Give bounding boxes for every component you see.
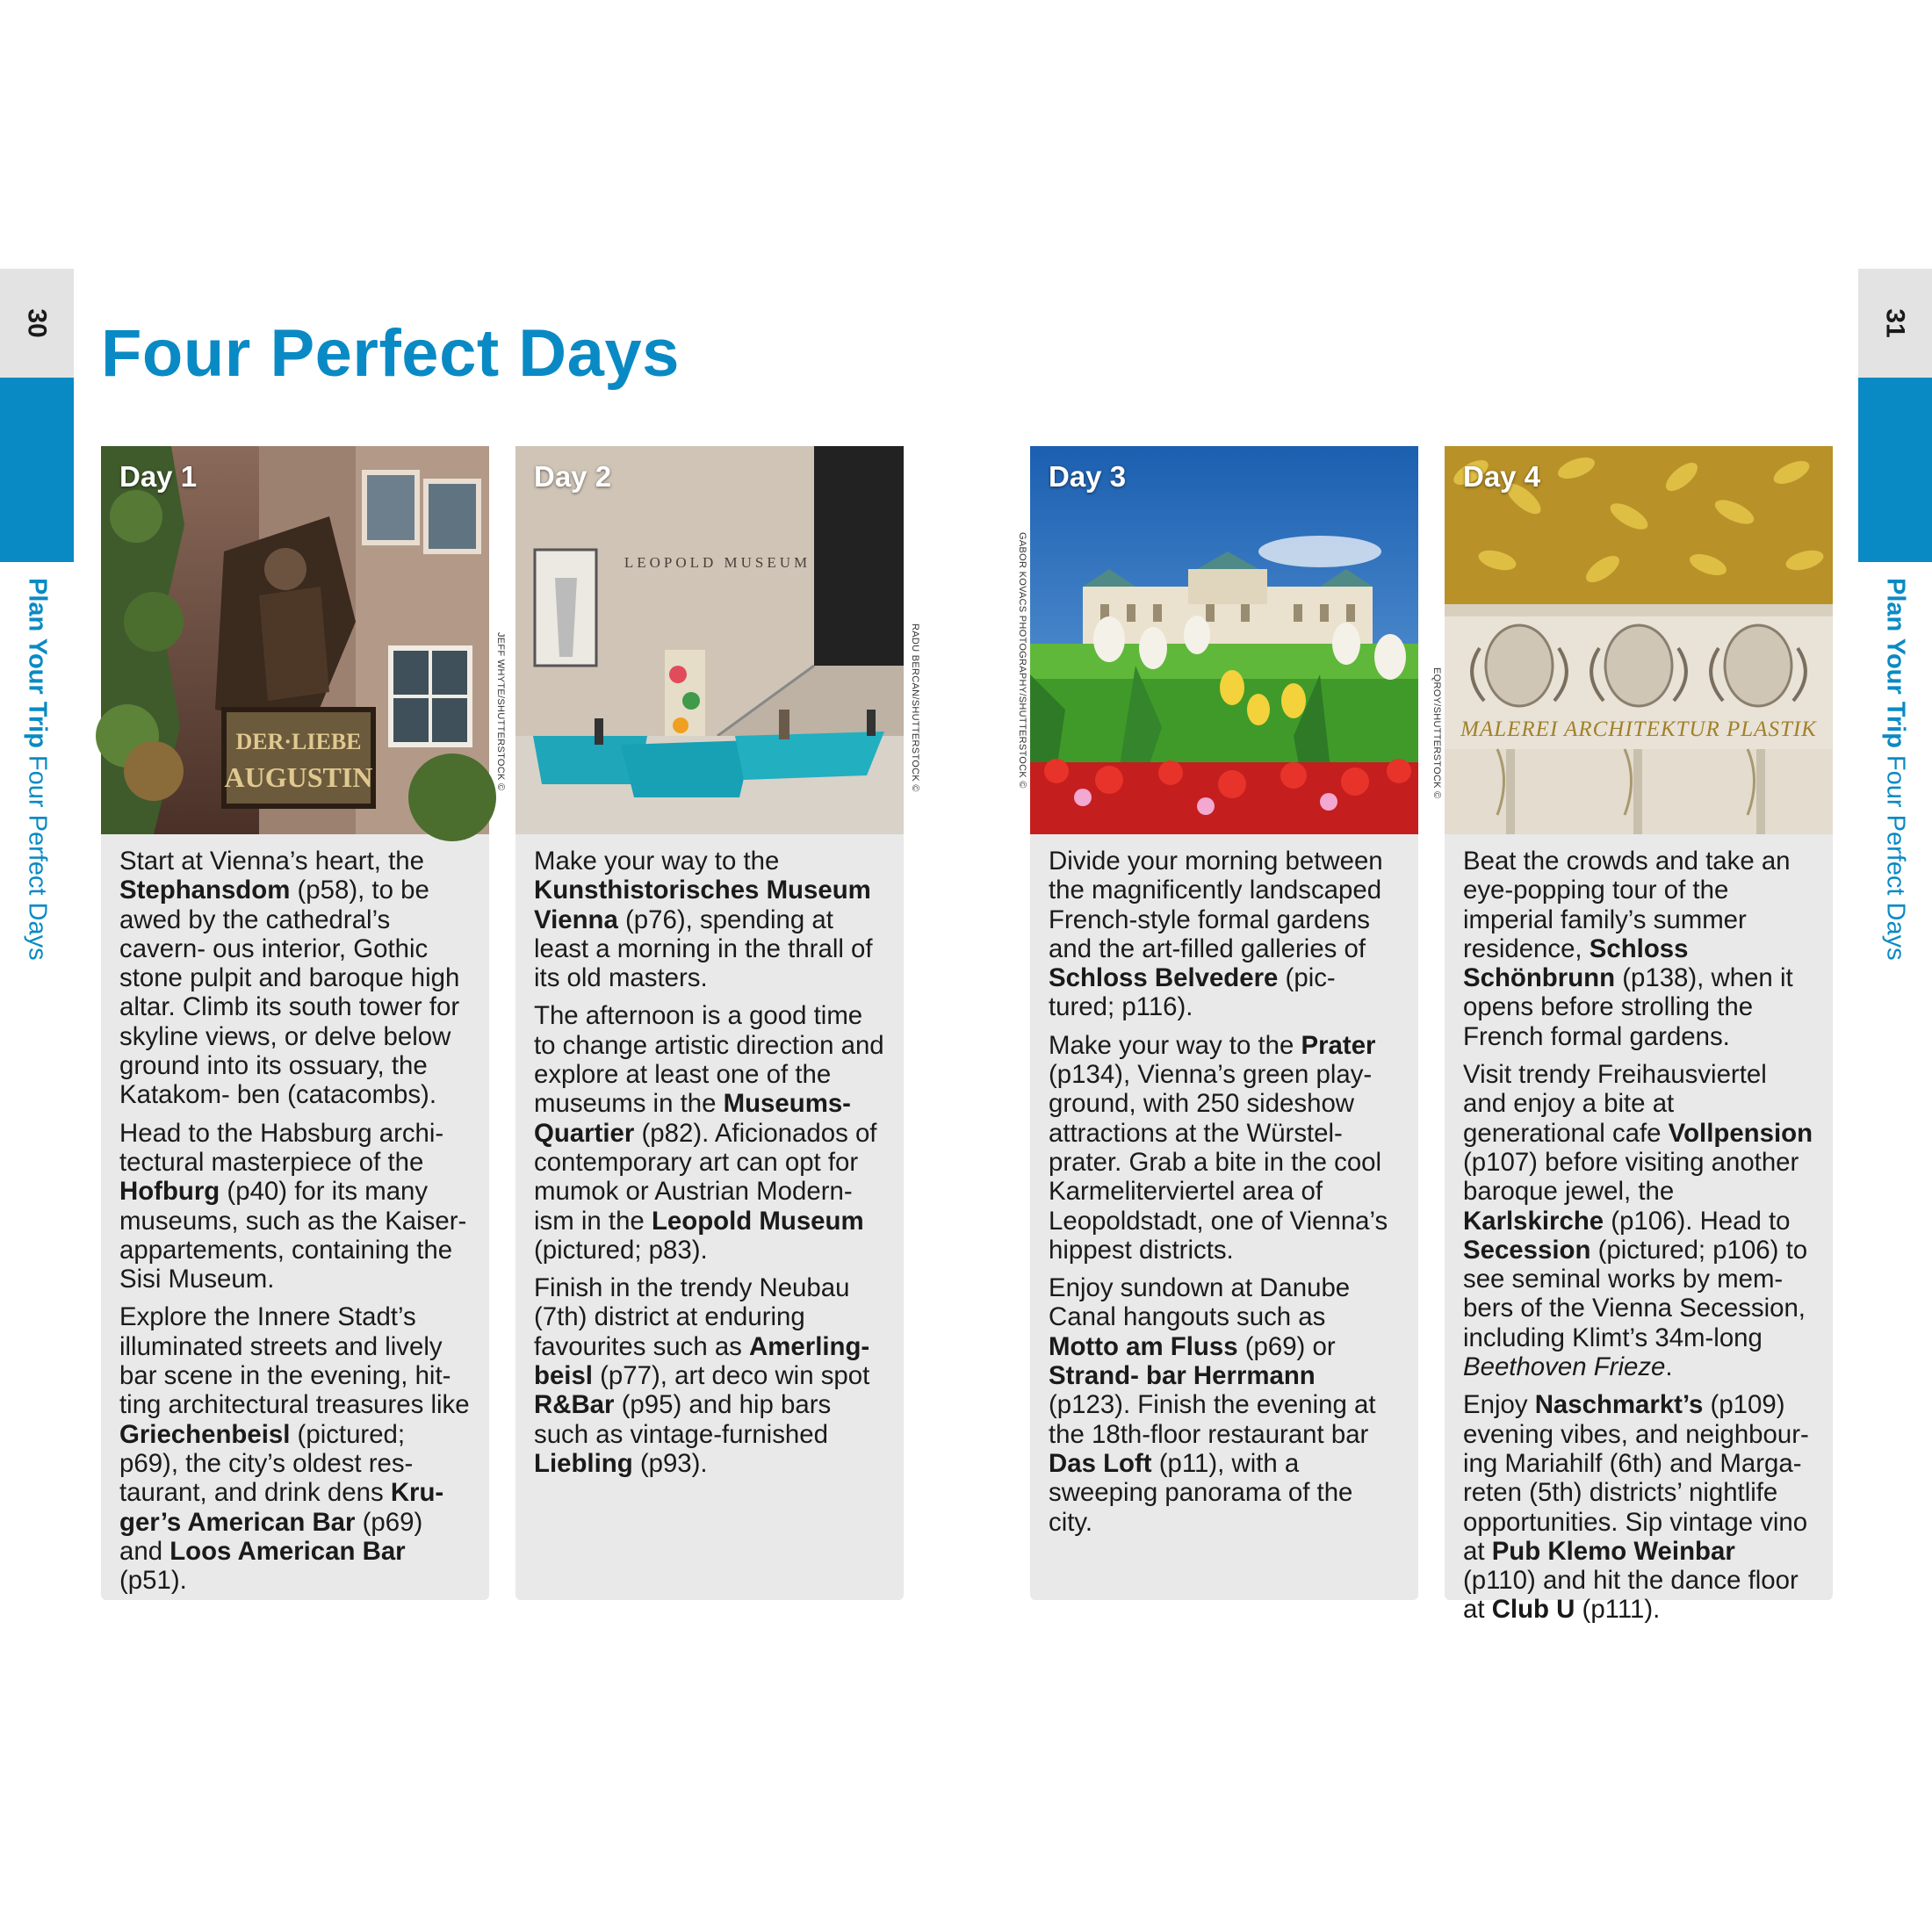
chapter-name-left: Four Perfect Days	[23, 754, 52, 961]
day-card-4	[1445, 446, 1833, 1625]
day-3-photo-credit: GABOR KOVACS PHOTOGRAPHY/SHUTTERSTOCK ©	[1017, 532, 1027, 789]
day-3-paragraph-2: Make your way to the Prater (p134), Vienna’s green play- ground, with 250 sideshow attractions at the Würstel- prater. Grab a bite in the cool Karmeliterviertel area of Leopoldstadt, one of Vienna’s hippest districts.	[1049, 1030, 1388, 1265]
chapter-name-right: Four Perfect Days	[1881, 754, 1910, 961]
day-3-photo	[1030, 446, 1418, 834]
day-card-2	[515, 446, 904, 1600]
day-1-paragraph-1: Start at Vienna’s heart, the Stephansdom (p58), to be awed by the cathedral’s cavern- ous interior, Gothic stone pulpit and baroque high altar. Climb its south tower for skyline views, or delve below ground into its ossuary, the Katakom- ben (catacombs).	[119, 847, 460, 1110]
page-title: Four Perfect Days	[101, 316, 680, 391]
day-1-photo	[101, 446, 489, 834]
day-2-photo	[515, 446, 904, 834]
page-number-box-left	[0, 269, 74, 378]
day-3-text	[1030, 834, 1418, 1537]
day-2-label: Day 2	[534, 460, 612, 493]
day-2-photo-credit: RADU BERCAN/SHUTTERSTOCK ©	[910, 624, 920, 792]
day-4-photo-credit: EQROY/SHUTTERSTOCK ©	[1431, 667, 1442, 799]
tab-color-bar-left	[0, 378, 74, 562]
page-number-right: 31	[1881, 308, 1910, 338]
day-4-text	[1445, 834, 1833, 1625]
secession-motto: MALEREI ARCHITEKTUR PLASTIK	[1460, 717, 1817, 741]
day-1-photo-credit: JEFF WHYTE/SHUTTERSTOCK ©	[495, 632, 506, 791]
section-label-left	[23, 578, 52, 961]
page-number-box-right	[1858, 269, 1932, 378]
day-3-paragraph-3: Enjoy sundown at Danube Canal hangouts such as Motto am Fluss (p69) or Strand- bar Herrmann (p123). Finish the evening at the 18th-floor restaurant bar Das Loft (p11), with a sweeping panorama of the city.	[1049, 1273, 1376, 1537]
augustin-sign-line2: AUGUSTIN	[224, 761, 373, 793]
section-label-right	[1881, 578, 1910, 961]
leopold-museum-image	[515, 446, 904, 834]
day-card-1	[101, 446, 489, 1600]
day-2-paragraph-1: Make your way to the Kunsthistorisches Museum Vienna (p76), spending at least a morning in the thrall of its old masters.	[534, 847, 873, 993]
day-card-3	[1030, 446, 1418, 1600]
day-3-label: Day 3	[1049, 460, 1127, 493]
day-4-label: Day 4	[1463, 460, 1541, 493]
day-1-text	[101, 834, 489, 1595]
tab-color-bar-right	[1858, 378, 1932, 562]
griechenbeisl-image	[101, 446, 489, 834]
day-3-paragraph-1: Divide your morning between the magnificently landscaped French-style formal gardens and the art-filled galleries of Schloss Belvedere (pic- tured; p116).	[1049, 847, 1383, 1022]
day-1-paragraph-3: Explore the Innere Stadt’s illuminated streets and lively bar scene in the evening, hit- ting architectural treasures like Griechenbeisl (pictured; p69), the city’s oldest res- taurant, and drink dens Kru- ger’s American Bar (p69) and Loos American Bar (p51).	[119, 1302, 470, 1596]
day-1-paragraph-2: Head to the Habsburg archi- tectural masterpiece of the Hofburg (p40) for its many museums, such as the Kaiser- appartements, containing the Sisi Museum.	[119, 1118, 467, 1294]
day-2-paragraph-2: The afternoon is a good time to change artistic direction and explore at least one of the museums in the Museums- Quartier (p82). Aficionados of contemporary art can opt for mumok or Austrian Modern- ism in the Leopold Museum (pictured; p83).	[534, 1001, 884, 1265]
left-side-tab	[0, 269, 74, 1147]
day-2-paragraph-3: Finish in the trendy Neubau (7th) district at enduring favourites such as Amerling- beisl (p77), art deco win spot R&Bar (p95) and hip bars such as vintage-furnished Liebling (p93).	[534, 1273, 870, 1478]
section-name-right: Plan Your Trip	[1881, 578, 1910, 748]
belvedere-image	[1030, 446, 1418, 834]
day-2-text	[515, 834, 904, 1478]
augustin-sign-line1: DER·LIEBE	[235, 729, 362, 754]
secession-image	[1445, 446, 1833, 834]
day-4-photo	[1445, 446, 1833, 834]
section-name-left: Plan Your Trip	[23, 578, 52, 748]
day-1-label: Day 1	[119, 460, 198, 493]
day-4-paragraph-1: Beat the crowds and take an eye-popping tour of the imperial family’s summer residence, Schloss Schönbrunn (p138), when it opens before strolling the French formal gardens.	[1463, 847, 1793, 1051]
day-4-paragraph-2: Visit trendy Freihausviertel and enjoy a bite at generational cafe Vollpension (p107) before visiting another baroque jewel, the Karlskirche (p106). Head to Secession (pictured; p106) to see seminal works by mem- bers of the Vienna Secession, including Klimt’s 34m-long Beethoven Frieze.	[1463, 1060, 1813, 1382]
museum-sign: LEOPOLD MUSEUM	[624, 554, 811, 571]
right-side-tab	[1858, 269, 1932, 1147]
day-4-paragraph-3: Enjoy Naschmarkt’s (p109) evening vibes, and neighbour- ing Mariahilf (6th) and Marga- reten (5th) districts’ nightlife opportunities. Sip vintage vino at Pub Klemo Weinbar (p110) and hit the dance floor at Club U (p111).	[1463, 1390, 1809, 1625]
page-number-left: 30	[23, 308, 52, 338]
